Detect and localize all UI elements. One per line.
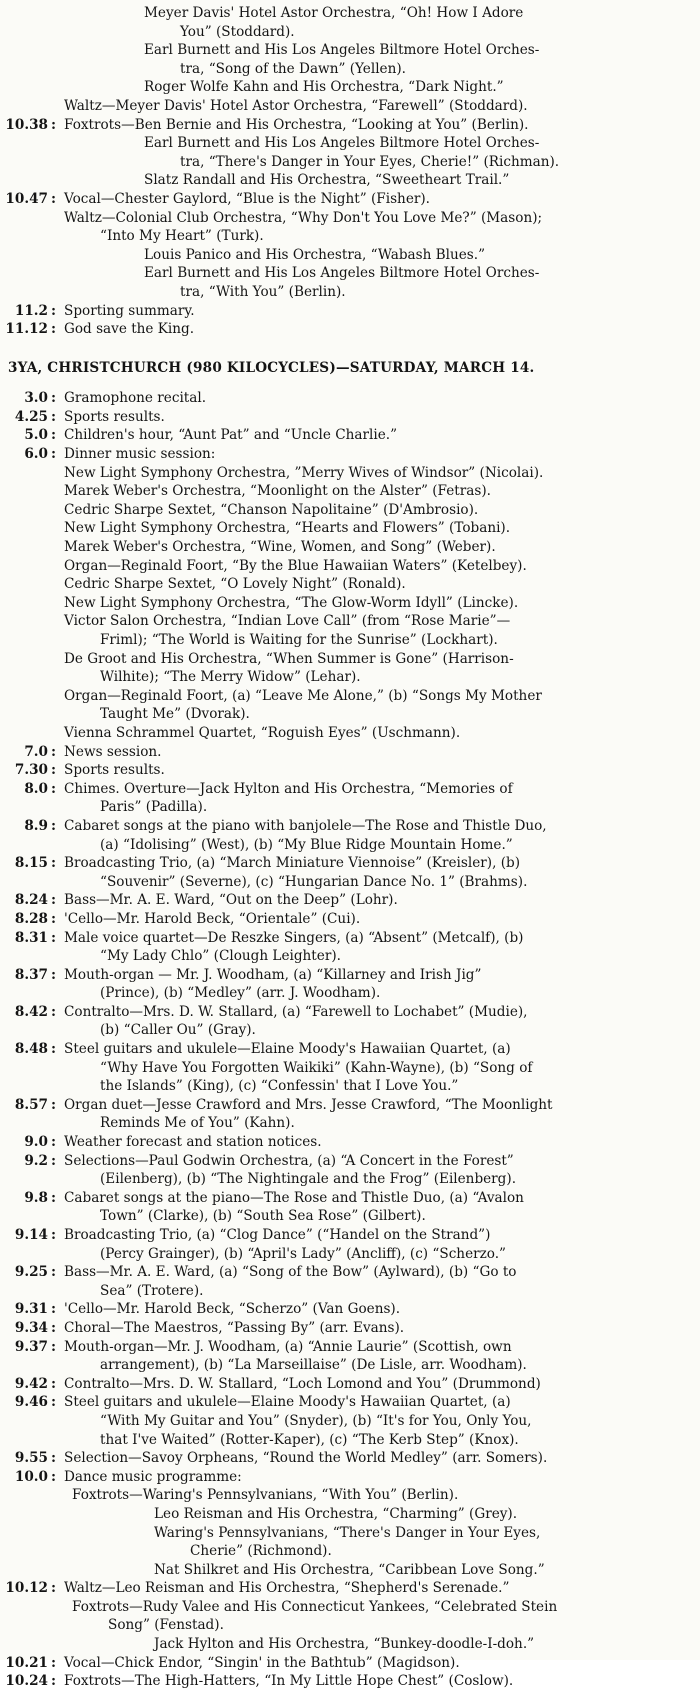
entry-text-line: (b) “Caller Ou” (Gray). <box>100 1022 256 1039</box>
time-label: 3.0 <box>24 390 48 407</box>
time-separator: : <box>51 1096 57 1113</box>
programme-entry <box>0 1263 700 1300</box>
time-label: 7.0 <box>24 743 48 760</box>
entry-text-line: New Light Symphony Orchestra, “Hearts and Flowers” (Tobani). <box>64 520 511 537</box>
entry-text-line: tra, “With You” (Berlin). <box>180 283 346 300</box>
time-label: 10.12 <box>5 1580 48 1597</box>
time-separator: : <box>51 762 57 779</box>
programme-entry <box>0 1505 700 1524</box>
programme-entry <box>0 482 700 501</box>
entry-text-line: Broadcasting Trio, (a) “Clog Dance” (“Handel on the Strand”) <box>64 1227 491 1243</box>
entry-text-line: Children's hour, “Aunt Pat” and “Uncle Charlie.” <box>64 427 398 444</box>
time-label: 9.42 <box>14 1375 48 1392</box>
entry-text-line: “Souvenir” (Severne), (c) “Hungarian Dance No. 1” (Brahms). <box>100 873 528 890</box>
time-separator: : <box>51 1450 57 1467</box>
time-label: 8.37 <box>14 966 48 983</box>
programme-entry <box>0 1672 700 1691</box>
programme-entry <box>0 97 700 116</box>
programme-entry <box>0 1152 700 1189</box>
programme-entry <box>0 910 700 929</box>
programme-entry <box>0 1486 700 1505</box>
time-label: 7.30 <box>14 762 48 779</box>
time-separator: : <box>51 190 57 207</box>
time-separator: : <box>51 1152 57 1169</box>
time-label: 8.42 <box>14 1003 48 1020</box>
entry-text-line: “With My Guitar and You” (Snyder), (b) “It's for You, Only You, <box>100 1412 532 1429</box>
programme-entry <box>0 557 700 576</box>
programme-entry <box>0 1524 700 1561</box>
time-separator: : <box>51 1673 57 1690</box>
time-separator: : <box>51 1134 57 1151</box>
entry-text-line: 'Cello—Mr. Harold Beck, “Orientale” (Cui). <box>64 910 361 927</box>
time-separator: : <box>51 302 57 319</box>
entry-text-line: God save the King. <box>64 321 195 338</box>
time-label: 10.47 <box>5 190 48 207</box>
programme-entry <box>0 171 700 190</box>
programme-entry <box>0 264 700 301</box>
programme-entry <box>0 724 700 743</box>
programme-entry <box>0 41 700 78</box>
previous-station-programme <box>0 0 700 339</box>
entry-text-line: De Groot and His Orchestra, “When Summer is Gone” (Harrison- <box>64 650 514 667</box>
entry-text-line: Male voice quartet—De Reszke Singers, (a) “Absent” (Metcalf), (b) <box>64 929 524 946</box>
programme-entry <box>0 575 700 594</box>
time-label: 10.24 <box>5 1673 48 1690</box>
time-separator: : <box>51 966 57 983</box>
entry-text-line: Organ—Reginald Foort, (a) “Leave Me Alone,” (b) “Songs My Mother <box>64 687 542 704</box>
time-label: 9.37 <box>14 1338 48 1355</box>
entry-text-line: Vocal—Chick Endor, “Singin' in the Bathtub” (Magidson). <box>64 1654 460 1671</box>
entry-text-line: Vienna Schrammel Quartet, “Roguish Eyes” (Uschmann). <box>64 724 461 741</box>
entry-text-line: Mouth-organ — Mr. J. Woodham, (a) “Killarney and Irish Jig” <box>64 966 482 983</box>
programme-entry <box>0 190 700 209</box>
entry-text-line: Victor Salon Orchestra, “Indian Love Call” (from “Rose Marie”— <box>64 613 511 630</box>
programme-entry <box>0 743 700 762</box>
time-label: 9.14 <box>14 1227 48 1243</box>
entry-text-line: 'Cello—Mr. Harold Beck, “Scherzo” (Van Goens). <box>64 1301 401 1318</box>
time-label: 10.0 <box>14 1468 48 1485</box>
programme-entry <box>0 1003 700 1040</box>
time-separator: : <box>51 408 57 425</box>
time-label: 8.28 <box>14 910 48 927</box>
entry-text-line: Nat Shilkret and His Orchestra, “Caribbean Love Song.” <box>154 1561 545 1578</box>
programme-entry <box>0 116 700 135</box>
entry-text-line: Wilhite); “The Merry Widow” (Lehar). <box>100 669 361 686</box>
time-label: 9.46 <box>14 1394 48 1411</box>
time-separator: : <box>51 1394 57 1411</box>
programme-entry <box>0 519 700 538</box>
time-label: 5.0 <box>24 427 48 444</box>
programme-entry <box>0 1319 700 1338</box>
time-label: 8.31 <box>14 929 48 946</box>
programme-entry <box>0 209 700 246</box>
programme-entry <box>0 1468 700 1487</box>
time-label: 11.12 <box>5 321 48 338</box>
entry-text-line: Contralto—Mrs. D. W. Stallard, “Loch Lomond and You” (Drummond) <box>64 1375 541 1392</box>
entry-text-line: Cabaret songs at the piano—The Rose and Thistle Duo, (a) “Avalon <box>64 1189 524 1206</box>
programme-entry <box>0 1300 700 1319</box>
entry-text-line: Gramophone recital. <box>64 390 207 407</box>
time-label: 9.55 <box>14 1450 48 1467</box>
entry-text-line: (Percy Grainger), (b) “April's Lady” (Ancliff), (c) “Scherzo.” <box>100 1245 506 1262</box>
programme-entry <box>0 817 700 854</box>
station-heading: 3YA, CHRISTCHURCH (980 KILOCYCLES)—SATURDAY, MARCH 14. <box>8 359 535 376</box>
programme-entry <box>0 1375 700 1394</box>
entry-text-line: Meyer Davis' Hotel Astor Orchestra, “Oh! How I Adore <box>144 5 524 21</box>
programme-entry <box>0 1561 700 1580</box>
time-separator: : <box>51 1375 57 1392</box>
entry-text-line: “Why Have You Forgotten Waikiki” (Kahn-Wayne), (b) “Song of <box>100 1059 533 1076</box>
time-separator: : <box>51 929 57 946</box>
entry-text-line: Sports results. <box>64 408 165 425</box>
entry-text-line: Broadcasting Trio, (a) “March Miniature Viennoise” (Kreisler), (b) <box>64 855 521 872</box>
time-label: 9.0 <box>24 1134 48 1151</box>
entry-text-line: (a) “Idolising” (West), (b) “My Blue Ridge Mountain Home.” <box>100 836 513 853</box>
programme-entry <box>0 389 700 408</box>
time-separator: : <box>51 743 57 760</box>
entry-text-line: Town” (Clarke), (b) “South Sea Rose” (Gilbert). <box>100 1208 426 1225</box>
entry-text-line: Foxtrots—Ben Bernie and His Orchestra, “Looking at You” (Berlin). <box>64 116 529 133</box>
programme-entry <box>0 1338 700 1375</box>
entry-text-line: “My Lady Chlo” (Clough Leighter). <box>100 948 341 965</box>
entry-text-line: Slatz Randall and His Orchestra, “Sweetheart Trail.” <box>144 172 510 189</box>
entry-text-line: Selections—Paul Godwin Orchestra, (a) “A Concert in the Forest” <box>64 1152 514 1169</box>
programme-entry <box>0 1654 700 1673</box>
time-separator: : <box>51 1338 57 1355</box>
entry-text-line: You” (Stoddard). <box>180 23 295 40</box>
time-separator: : <box>51 1468 57 1485</box>
entry-text-line: Foxtrots—Rudy Valee and His Connecticut Yankees, “Celebrated Stein <box>72 1598 558 1615</box>
programme-entry <box>0 501 700 520</box>
entry-text-line: Waltz—Meyer Davis' Hotel Astor Orchestra, “Farewell” (Stoddard). <box>64 97 528 114</box>
time-label: 9.31 <box>14 1301 48 1318</box>
entry-text-line: Mouth-organ—Mr. J. Woodham, (a) “Annie Laurie” (Scottish, own <box>64 1338 512 1355</box>
entry-text-line: Friml); “The World is Waiting for the Sunrise” (Lockhart). <box>100 632 498 648</box>
time-separator: : <box>51 1301 57 1318</box>
entry-text-line: News session. <box>64 743 162 760</box>
time-separator: : <box>51 116 57 133</box>
entry-text-line: Marek Weber's Orchestra, “Wine, Women, and Song” (Weber). <box>64 539 496 556</box>
programme-entry <box>0 1635 700 1654</box>
time-separator: : <box>51 1319 57 1336</box>
entry-text-line: Organ duet—Jesse Crawford and Mrs. Jesse Crawford, “The Moonlight <box>64 1096 553 1113</box>
entry-text-line: Paris” (Padilla). <box>100 799 208 816</box>
entry-text-line: Cabaret songs at the piano with banjolele—The Rose and Thistle Duo, <box>64 817 547 834</box>
time-label: 8.15 <box>14 855 48 872</box>
programme-entry <box>0 966 700 1003</box>
programme-entry <box>0 320 700 339</box>
time-label: 10.38 <box>5 116 48 133</box>
time-separator: : <box>51 855 57 872</box>
entry-text-line: that I've Waited” (Rotter-Kaper), (c) “The Kerb Step” (Knox). <box>100 1431 519 1448</box>
time-separator: : <box>51 1189 57 1206</box>
entry-text-line: tra, “There's Danger in Your Eyes, Cherie!” (Richman). <box>180 153 560 170</box>
time-label: 9.8 <box>24 1189 48 1206</box>
entry-text-line: Sea” (Trotere). <box>100 1282 204 1299</box>
entry-text-line: Foxtrots—Waring's Pennsylvanians, “With You” (Berlin). <box>72 1487 459 1504</box>
entry-text-line: Cedric Sharpe Sextet, “O Lovely Night” (Ronald). <box>64 576 406 593</box>
entry-text-line: Earl Burnett and His Los Angeles Biltmore Hotel Orches- <box>144 42 540 59</box>
entry-text-line: Waltz—Colonial Club Orchestra, “Why Don't You Love Me?” (Mason); <box>64 209 543 226</box>
programme-entry <box>0 854 700 891</box>
entry-text-line: tra, “Song of the Dawn” (Yellen). <box>180 60 406 77</box>
time-separator: : <box>51 1227 57 1243</box>
time-label: 9.34 <box>14 1319 48 1336</box>
time-label: 9.2 <box>24 1152 48 1169</box>
entry-text-line: Foxtrots—The High-Hatters, “In My Little Hope Chest” (Coslow). <box>64 1673 514 1690</box>
time-label: 8.24 <box>14 892 48 909</box>
entry-text-line: Earl Burnett and His Los Angeles Biltmore Hotel Orches- <box>144 135 540 152</box>
entry-text-line: Vocal—Chester Gaylord, “Blue is the Night” (Fisher). <box>64 190 430 207</box>
programme-entry <box>0 1040 700 1096</box>
programme-entry <box>0 1096 700 1133</box>
entry-text-line: New Light Symphony Orchestra, ”Merry Wives of Windsor” (Nicolai). <box>64 464 544 481</box>
programme-entry <box>0 761 700 780</box>
entry-text-line: Dinner music session: <box>64 446 216 463</box>
programme-entry <box>0 929 700 966</box>
programme-entry <box>0 1133 700 1152</box>
programme-entry <box>0 408 700 427</box>
entry-text-line: arrangement), (b) “La Marseillaise” (De Lisle, arr. Woodham). <box>100 1357 527 1374</box>
entry-text-line: Jack Hylton and His Orchestra, “Bunkey-doodle-I-doh.” <box>154 1636 535 1653</box>
programme-entry <box>0 612 700 649</box>
entry-text-line: Sports results. <box>64 762 165 779</box>
entry-text-line: Taught Me” (Dvorak). <box>100 706 250 723</box>
entry-text-line: Organ—Reginald Foort, “By the Blue Hawaiian Waters” (Ketelbey). <box>64 557 527 574</box>
time-label: 8.0 <box>24 780 48 797</box>
time-separator: : <box>51 1003 57 1020</box>
programme-entry <box>0 1393 700 1449</box>
entry-text-line: Waring's Pennsylvanians, “There's Danger in Your Eyes, <box>154 1524 541 1541</box>
time-separator: : <box>51 321 57 338</box>
time-separator: : <box>51 390 57 407</box>
time-separator: : <box>51 817 57 834</box>
programme-entry <box>0 1189 700 1226</box>
entry-text-line: Steel guitars and ukulele—Elaine Moody's Hawaiian Quartet, (a) <box>64 1394 511 1411</box>
programme-entry <box>0 650 700 687</box>
programme-entry <box>0 538 700 557</box>
time-separator: : <box>51 1041 57 1058</box>
entry-text-line: Bass—Mr. A. E. Ward, “Out on the Deep” (Lohr). <box>64 892 398 909</box>
programme-entry <box>0 1579 700 1598</box>
entry-text-line: Roger Wolfe Kahn and His Orchestra, “Dark Night.” <box>144 79 504 96</box>
entry-text-line: Steel guitars and ukulele—Elaine Moody's Hawaiian Quartet, (a) <box>64 1041 511 1058</box>
time-label: 8.9 <box>24 817 48 834</box>
programme-entry <box>0 594 700 613</box>
programme-entry <box>0 445 700 464</box>
entry-text-line: Dance music programme: <box>64 1468 242 1485</box>
time-label: 9.25 <box>14 1264 48 1281</box>
time-label: 11.2 <box>14 302 48 319</box>
programme-entry <box>0 134 700 171</box>
entry-text-line: Sporting summary. <box>64 302 195 319</box>
time-separator: : <box>51 1654 57 1671</box>
entry-text-line: (Prince), (b) “Medley” (arr. J. Woodham). <box>100 985 381 1002</box>
programme-entry <box>0 302 700 321</box>
time-label: 4.25 <box>14 408 48 425</box>
entry-text-line: “Into My Heart” (Turk). <box>100 228 264 245</box>
entry-text-line: New Light Symphony Orchestra, “The Glow-Worm Idyll” (Lincke). <box>64 594 519 611</box>
entry-text-line: (Eilenberg), (b) “The Nightingale and the Frog” (Eilenberg). <box>100 1171 517 1188</box>
time-separator: : <box>51 910 57 927</box>
time-separator: : <box>51 427 57 444</box>
entry-text-line: Waltz—Leo Reisman and His Orchestra, “Shepherd's Serenade.” <box>64 1580 510 1597</box>
programme-entry <box>0 687 700 724</box>
time-separator: : <box>51 1264 57 1281</box>
entry-text-line: Cherie” (Richmond). <box>190 1543 332 1560</box>
time-separator: : <box>51 446 57 463</box>
entry-text-line: Song” (Fenstad). <box>108 1617 224 1634</box>
time-separator: : <box>51 892 57 909</box>
entry-text-line: Selection—Savoy Orpheans, “Round the World Medley” (arr. Somers). <box>64 1450 548 1467</box>
entry-text-line: Cedric Sharpe Sextet, “Chanson Napolitaine” (D'Ambrosio). <box>64 501 479 518</box>
programme-entry <box>0 1226 700 1263</box>
station-programme <box>0 389 700 1691</box>
entry-text-line: Earl Burnett and His Los Angeles Biltmore Hotel Orches- <box>144 265 540 282</box>
programme-entry <box>0 1449 700 1468</box>
entry-text-line: the Islands” (King), (c) “Confessin' that I Love You.” <box>100 1078 459 1095</box>
programme-entry <box>0 4 700 41</box>
programme-entry <box>0 780 700 817</box>
time-label: 8.57 <box>14 1096 48 1113</box>
entry-text-line: Leo Reisman and His Orchestra, “Charming” (Grey). <box>154 1505 518 1522</box>
time-separator: : <box>51 780 57 797</box>
entry-text-line: Weather forecast and station notices. <box>64 1134 322 1151</box>
programme-entry <box>0 426 700 445</box>
programme-entry <box>0 891 700 910</box>
entry-text-line: Chimes. Overture—Jack Hylton and His Orchestra, “Memories of <box>64 780 513 797</box>
time-label: 10.21 <box>5 1654 48 1671</box>
entry-text-line: Contralto—Mrs. D. W. Stallard, (a) “Farewell to Lochabet” (Mudie), <box>64 1003 528 1020</box>
time-label: 8.48 <box>14 1041 48 1058</box>
programme-entry <box>0 464 700 483</box>
time-separator: : <box>51 1580 57 1597</box>
entry-text-line: Marek Weber's Orchestra, “Moonlight on the Alster” (Fetras). <box>64 483 491 500</box>
programme-entry <box>0 246 700 265</box>
entry-text-line: Bass—Mr. A. E. Ward, (a) “Song of the Bow” (Aylward), (b) “Go to <box>64 1264 517 1281</box>
time-label: 6.0 <box>24 446 48 463</box>
entry-text-line: Reminds Me of You” (Kahn). <box>100 1115 295 1132</box>
entry-text-line: Choral—The Maestros, “Passing By” (arr. Evans). <box>64 1319 405 1336</box>
programme-entry <box>0 78 700 97</box>
entry-text-line: Louis Panico and His Orchestra, “Wabash Blues.” <box>144 246 486 263</box>
programme-entry <box>0 1598 700 1635</box>
